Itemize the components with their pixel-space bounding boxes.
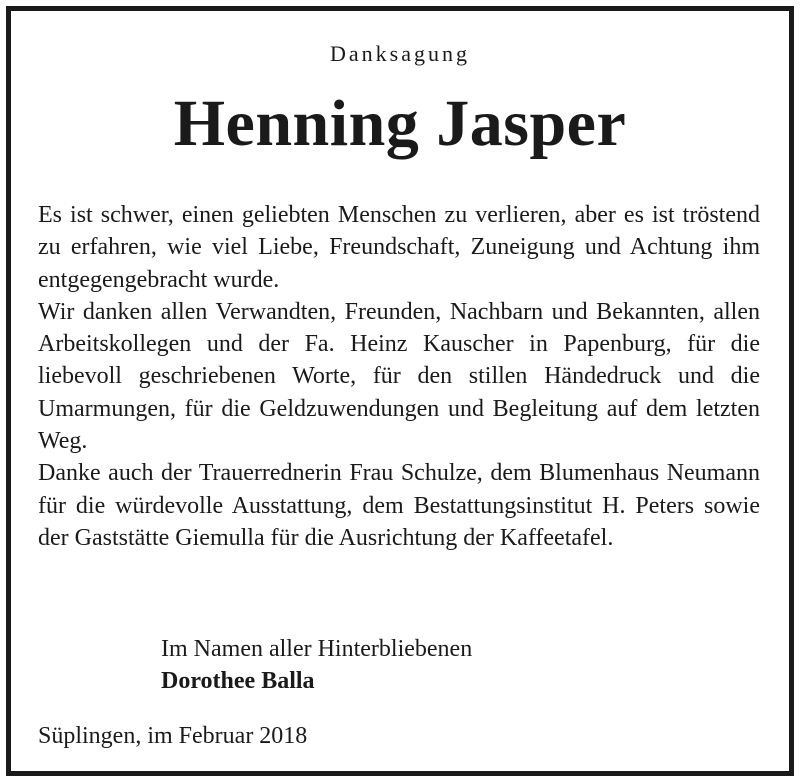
paragraph-intro: Es ist schwer, einen geliebten Menschen zu verlieren, aber es ist tröstend zu erfahren, wie viel Liebe, Freundschaft, Zuneigung und Achtung ihm entgegengebracht wurde. (38, 202, 760, 293)
paragraph-thanks-more: Danke auch der Trauerrednerin Frau Schulze, dem Blumenhaus Neumann für die würdevolle Ausstattung, dem Bestattungsinstitut H. Peters sowie der Gaststätte Giemulla für die Ausrichtung der Kaffeetafel. (38, 460, 760, 551)
signer-name: Dorothee Balla (161, 668, 315, 694)
notice-frame (6, 6, 794, 776)
deceased-name: Henning Jasper (173, 87, 627, 160)
place-date: Süplingen, im Februar 2018 (38, 723, 308, 749)
signoff-block (161, 633, 472, 697)
notice-header: Danksagung (330, 41, 470, 66)
notice-body (38, 199, 760, 554)
signoff-line: Im Namen aller Hinterbliebenen (161, 636, 473, 662)
paragraph-thanks: Wir danken allen Verwandten, Freunden, Nachbarn und Bekannten, allen Arbeitskollegen und der Fa. Heinz Kauscher in Papenburg, für die liebevoll geschriebenen Worte, für den stillen Händedruck und die Umarmungen, für die Geldzuwendungen und Begleitung auf dem letzten Weg. (38, 298, 760, 455)
